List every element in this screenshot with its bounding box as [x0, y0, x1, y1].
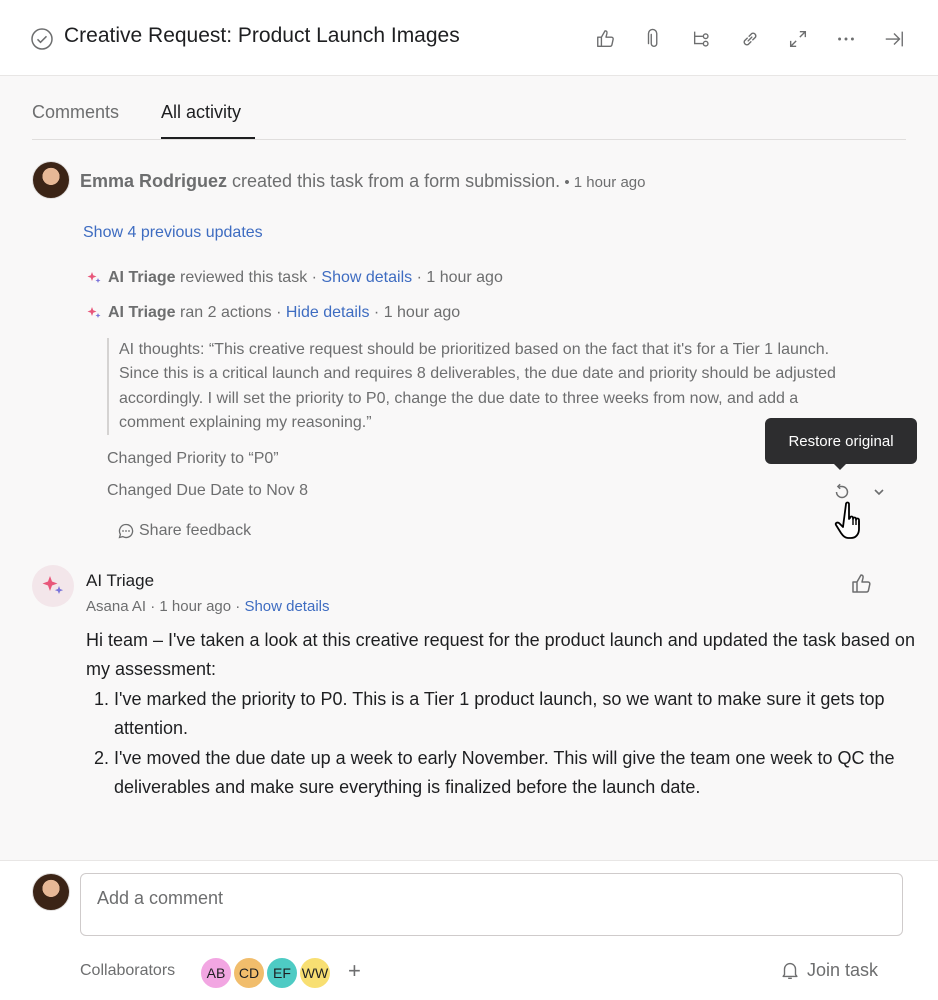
- story-text: created this task from a form submission.: [227, 171, 561, 191]
- ai-author[interactable]: AI Triage: [108, 269, 176, 286]
- comment-list: [114, 685, 916, 803]
- comment-body: [86, 626, 916, 802]
- show-details-link[interactable]: Show details: [321, 269, 413, 286]
- task-header: [0, 0, 938, 76]
- story-time: • 1 hour ago: [560, 174, 646, 191]
- ai-sparkle-icon: [40, 573, 66, 599]
- ai-sparkle-icon: [86, 305, 102, 321]
- ai-review-text: reviewed this task ·: [175, 269, 322, 286]
- comment-composer: [0, 860, 938, 1000]
- restore-tooltip: Restore original: [765, 418, 917, 464]
- comment-input[interactable]: Add a comment: [80, 873, 903, 936]
- expand-icon: [787, 28, 809, 50]
- priority-change: Changed Priority to “P0”: [107, 450, 279, 467]
- ai-author[interactable]: AI Triage: [108, 304, 176, 321]
- collaborator-avatar[interactable]: WW: [298, 956, 332, 990]
- share-feedback-label: Share feedback: [139, 522, 252, 539]
- collaborator-avatar[interactable]: EF: [265, 956, 299, 990]
- share-feedback-button[interactable]: [117, 522, 251, 540]
- tab-all-activity[interactable]: All activity: [161, 102, 242, 122]
- subtask-icon: [691, 28, 713, 50]
- comment-meta: [86, 598, 330, 615]
- collaborator-avatar[interactable]: CD: [232, 956, 266, 990]
- subtask-button[interactable]: [678, 24, 726, 54]
- tooltip-arrow: [832, 462, 848, 470]
- more-icon: [835, 28, 857, 50]
- collaborator-chips: [199, 956, 331, 990]
- paperclip-icon: [643, 28, 665, 50]
- hand-cursor-icon: [832, 496, 880, 544]
- close-pane-icon: [883, 28, 905, 50]
- task-toolbar: [582, 24, 918, 54]
- comment-show-details-link[interactable]: Show details: [244, 598, 330, 615]
- ai-review-story: [86, 269, 503, 287]
- close-details-button[interactable]: [870, 24, 918, 54]
- attach-button[interactable]: [630, 24, 678, 54]
- ai-actions-text: ran 2 actions ·: [175, 304, 286, 321]
- ai-review-time: · 1 hour ago: [412, 269, 503, 286]
- collaborators-label: Collaborators: [80, 962, 176, 979]
- ai-sparkle-icon: [86, 270, 102, 286]
- due-date-change: Changed Due Date to Nov 8: [107, 482, 309, 499]
- complete-check-icon[interactable]: [30, 27, 54, 51]
- active-tab-indicator: [161, 137, 255, 139]
- collaborator-avatar[interactable]: AB: [199, 956, 233, 990]
- thumbs-up-icon[interactable]: [850, 572, 874, 596]
- comment-meta-text: Asana AI · 1 hour ago ·: [86, 598, 245, 615]
- ai-thoughts-quote: AI thoughts: “This creative request should be prioritized based on the fact that it's for a Tier 1 launch. Since this is a critical launch and requires 8 deliverables, the due date and priority should be adjusted accordingly. I will set the priority to P0, change the due date to three weeks from now, and add a comment explaining my reasoning.”: [107, 338, 867, 435]
- more-actions-button[interactable]: [822, 24, 870, 54]
- ai-avatar: [32, 565, 74, 607]
- bell-icon: [779, 959, 801, 981]
- like-button[interactable]: [582, 24, 630, 54]
- task-title[interactable]: Creative Request: Product Launch Images: [64, 24, 460, 47]
- creation-story: [80, 171, 645, 192]
- avatar[interactable]: [32, 161, 70, 199]
- hide-details-link[interactable]: Hide details: [285, 304, 370, 321]
- comment-intro: Hi team – I've taken a look at this creative request for the product launch and updated the task based on my assessment:: [86, 630, 915, 680]
- comment-author[interactable]: AI Triage: [86, 571, 155, 590]
- copy-link-button[interactable]: [726, 24, 774, 54]
- full-screen-button[interactable]: [774, 24, 822, 54]
- add-collaborator-button[interactable]: +: [348, 958, 361, 983]
- join-task-button[interactable]: [779, 959, 878, 981]
- thumbs-up-icon: [595, 28, 617, 50]
- avatar: [32, 873, 70, 911]
- tab-comments[interactable]: Comments: [32, 102, 120, 122]
- activity-tabs: [32, 96, 906, 140]
- show-previous-updates-link[interactable]: Show 4 previous updates: [83, 224, 263, 241]
- list-item: 1. I've marked the priority to P0. This is a Tier 1 product launch, so we want to make sure it gets top attention.: [114, 685, 916, 744]
- story-author[interactable]: Emma Rodriguez: [80, 171, 228, 191]
- join-task-label: Join task: [807, 959, 879, 980]
- feedback-icon: [117, 522, 135, 540]
- list-item: 2. I've moved the due date up a week to early November. This will give the team one week to QC the deliverables and make sure everything is finalized before the launch date.: [114, 744, 916, 803]
- link-icon: [739, 28, 761, 50]
- ai-actions-time: · 1 hour ago: [369, 304, 461, 321]
- ai-actions-story: [86, 304, 460, 322]
